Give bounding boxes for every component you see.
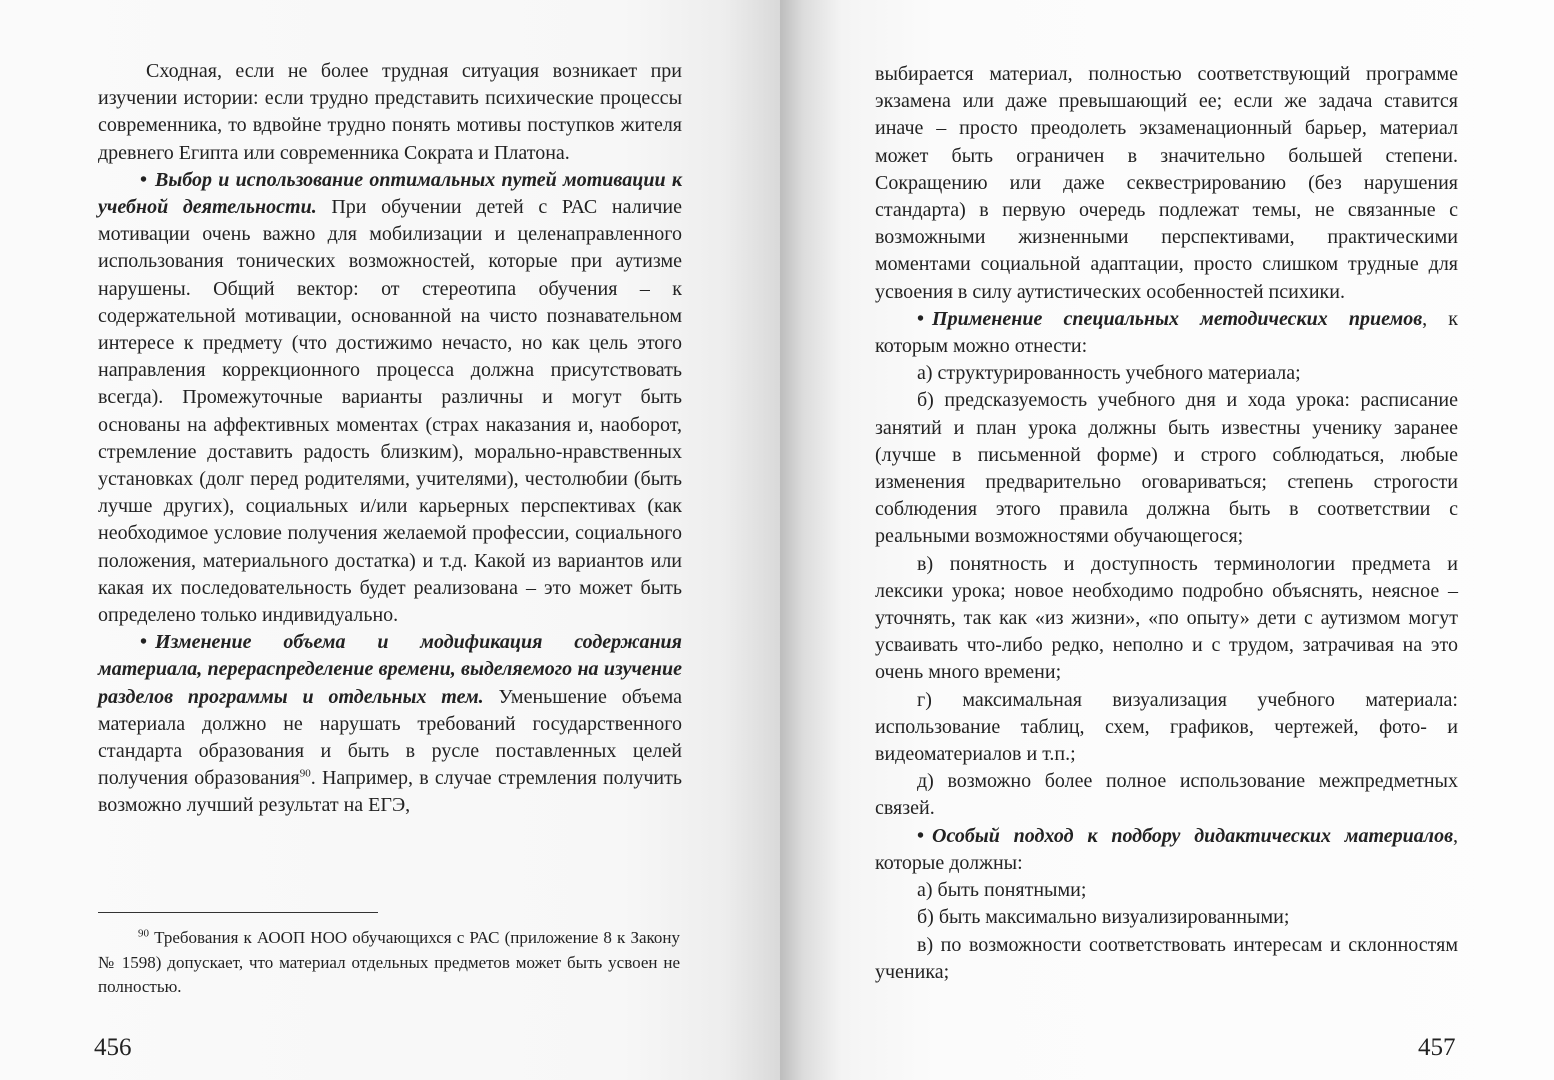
- bullet-heading: Выбор и использование оптимальных путей мотивации к учебной деятельности.: [98, 168, 682, 219]
- bullet-paragraph-volume: [98, 629, 682, 819]
- list-item: а) быть понятными;: [917, 879, 1087, 902]
- list-item: б) предсказуемость учебного дня и хода урока: расписание занятий и план урока должны быть известны ученику заранее (лучше в письменной форме) и строго соблюдаться, любые изменения предварительно оговариваться; степень строгости соблюдения этого правила должна быть в соответствии с реальными возможностями обучающегося;: [875, 389, 1458, 548]
- page-number-left: 456: [94, 1034, 132, 1061]
- list-item: в) по возможности соответствовать интересам и склонностям ученика;: [875, 933, 1458, 983]
- paragraph-text-continued: . Например, в случае стремления получить возможно лучший результат на ЕГЭ,: [98, 767, 682, 817]
- paragraph: Сходная, если не более трудная ситуация возникает при изучении истории: если трудно представить психические процессы современника, то вдвойне трудно понять мотивы поступков жителя древнего Египта или современника Сократа и Платона.: [98, 60, 682, 164]
- paragraph-text: , к которым можно отнести:: [875, 307, 1459, 358]
- bullet-icon: •: [140, 168, 148, 191]
- paragraph-text: При обучении детей с РАС наличие мотивации очень важно для мобилизации и целенаправленного использования тонических возможностей, которые при аутизме нарушены. Общий вектор: от стереотипа обучения – к содержательной мотивации, основанной на чисто познавательном интересе к предмету (что достижимо нечасто, но как цель этого направления коррекционного процесса должна присутствовать всегда). Промежуточные варианты различны и могут быть основаны на аффективных моментах (страх наказания и, наоборот, стремление доставить радость близким), морально-нравственных установках (долг перед родителями, учителями), честолюбии (быть лучше других), социальных и/или карьерных перспективах (как необходимое условие получения желаемой профессии, социального положения, материального достатка) и т.д. Какой из вариантов или какая их последовательность будет реализована – это может быть определено только индивидуально.: [98, 196, 682, 627]
- bullet-paragraph-didactic: [875, 823, 1458, 877]
- paragraph-text: , которые должны:: [875, 824, 1458, 874]
- list-item: в) понятность и доступность терминологии предмета и лексики урока; новое необходимо подробно объяснять, неясное – уточнять, так как «из жизни», «по опыту» дети с аутизмом могут усваивать что-либо редко, неполно и с трудом, затрачивая на это очень много времени;: [875, 552, 1458, 684]
- bullet-icon: •: [917, 307, 925, 330]
- list-item: а) структурированность учебного материала;: [917, 362, 1301, 385]
- bullet-paragraph-motivation: [98, 167, 682, 629]
- bullet-heading: Особый подход к подбору дидактических материалов: [932, 824, 1453, 847]
- paragraph-text: Уменьшение объема материала должно не нарушать требований государственного стандарта образования и быть в русле поставленных целей получения образования: [98, 685, 682, 790]
- page-number-right: 457: [1418, 1034, 1456, 1061]
- footnote-text: Требования к АООП НОО обучающихся с РАС (приложение 8 к Закону № 1598) допускает, что материал отдельных предметов может быть усвоен не полностью.: [98, 928, 680, 996]
- footnote-marker: 90: [138, 927, 149, 940]
- bullet-heading: Изменение объема и модификация содержания материала, перераспределение времени, выделяемого на изучение разделов программы и отдельных тем.: [98, 631, 682, 708]
- footnote-reference[interactable]: 90: [299, 767, 311, 780]
- bullet-heading: Применение специальных методических приемов: [932, 307, 1423, 330]
- left-page-text: [98, 58, 682, 820]
- footnote: [98, 926, 680, 1000]
- footnote-divider: [98, 912, 378, 913]
- bullet-icon: •: [917, 824, 925, 847]
- right-page-text: [875, 61, 1458, 986]
- right-page: [780, 0, 1554, 1080]
- list-item: б) быть максимально визуализированными;: [917, 906, 1290, 929]
- list-item: г) максимальная визуализация учебного материала: использование таблиц, схем, графиков, чертежей, фото- и видеоматериалов и т.п.;: [875, 688, 1458, 766]
- bullet-paragraph-methods: [875, 306, 1458, 360]
- paragraph-continuation: выбирается материал, полностью соответствующий программе экзамена или даже превышающий ее; если же задача ставится иначе – просто преодолеть экзаменационный барьер, материал может быть ограничен в значительно большей степени. Сокращению или даже секвестрированию (без нарушения стандарта) в первую очередь подлежат темы, не связанные с возможными жизненными перспективами, практическими моментами социальной адаптации, просто слишком трудные для усвоения в силу аутистических особенностей психики.: [875, 63, 1458, 303]
- list-item: д) возможно более полное использование межпредметных связей.: [875, 770, 1458, 820]
- footnote-paragraph: [98, 926, 680, 1000]
- bullet-icon: •: [140, 631, 148, 654]
